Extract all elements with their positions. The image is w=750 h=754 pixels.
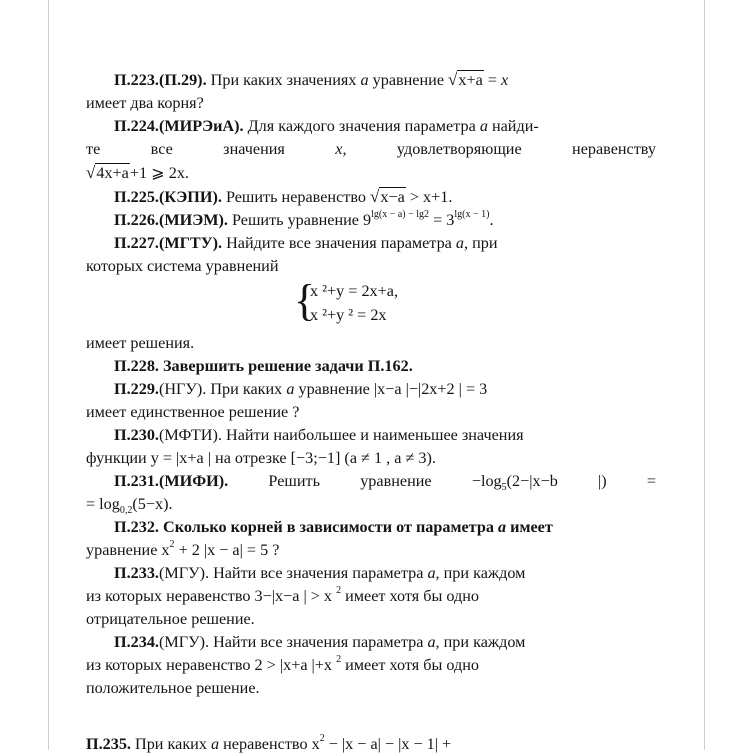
page-edge-left <box>48 0 49 750</box>
problem-223: П.223.(П.29). При каких значениях a уравнение √x+a = x имеет два корня? <box>86 70 509 112</box>
problem-228: П.228. Завершить решение задачи П.162. <box>114 357 413 375</box>
problem-list <box>86 68 656 700</box>
problem-224: П.224.(МИРЭиА). Для каждого значения параметра a найди- <box>114 117 539 135</box>
problem-233: П.233.(МГУ). Найти все значения параметра a, при каждом из которых неравенство 3−|x−a | > x $^2$ имеет хотя бы одно отрицательное решение. <box>86 564 526 628</box>
equation-system <box>294 276 656 330</box>
problem-227-tail: имеет решения. <box>86 334 195 352</box>
problem-232: П.232. Сколько корней в зависимости от параметра a имеет уравнение $x^2 + 2$ |x − a| = 5 ? <box>86 518 553 559</box>
curly-brace-icon: { <box>294 276 316 325</box>
problem-230: П.230.(МФТИ). Найти наибольшее и наименьшее значения функции y = |x+a | на отрезке [−3;−1] (a ≠ 1 , a ≠ 3). <box>86 426 524 467</box>
radical: x+a <box>458 71 483 89</box>
problem-227: П.227.(МГТУ). Найдите все значения параметра a, при которых система уравнений <box>86 234 498 275</box>
problem-231: П.231.(МИФИ). Решить уравнение $-\log_5(2-|x-b$ |) = <box>114 472 657 493</box>
problem-226: П.226.(МИЭМ). Решить уравнение $9^{lg(x - a) - lg2} = 3^{lg(x - 1)}$. <box>114 209 494 229</box>
system-equation-1: x ²+y = 2x+a, <box>310 282 398 300</box>
problem-224-line2: те все значения x, удовлетворяющие неравенству <box>86 140 656 158</box>
problem-234: П.234.(МГУ). Найти все значения параметра a, при каждом из которых неравенство 2 > |x+a |+x $^2$ имеет хотя бы одно положительное решение. <box>86 633 526 697</box>
page-edge-right <box>704 0 705 750</box>
problem-225: П.225.(КЭПИ). Решить неравенство √x−a > x+1. <box>114 187 453 206</box>
problem-229: П.229.(НГУ). При каких a уравнение |x−a |−|2x+2 | = 3 имеет единственное решение ? <box>86 380 488 421</box>
system-equation-2: x ²+y ² = 2x <box>310 306 387 324</box>
problem-235-cut: П.235. При каких a неравенство $x^2 - |x - a| - |x - 1|$ + <box>86 733 452 753</box>
problem-231-line2: = $\log_{0,2}(5-x)$. <box>86 495 173 516</box>
problem-224-line3: √4x+a+1 ⩾ 2x. <box>86 163 189 182</box>
radical: 4x+a <box>96 164 129 182</box>
radical: x−a <box>380 188 405 206</box>
